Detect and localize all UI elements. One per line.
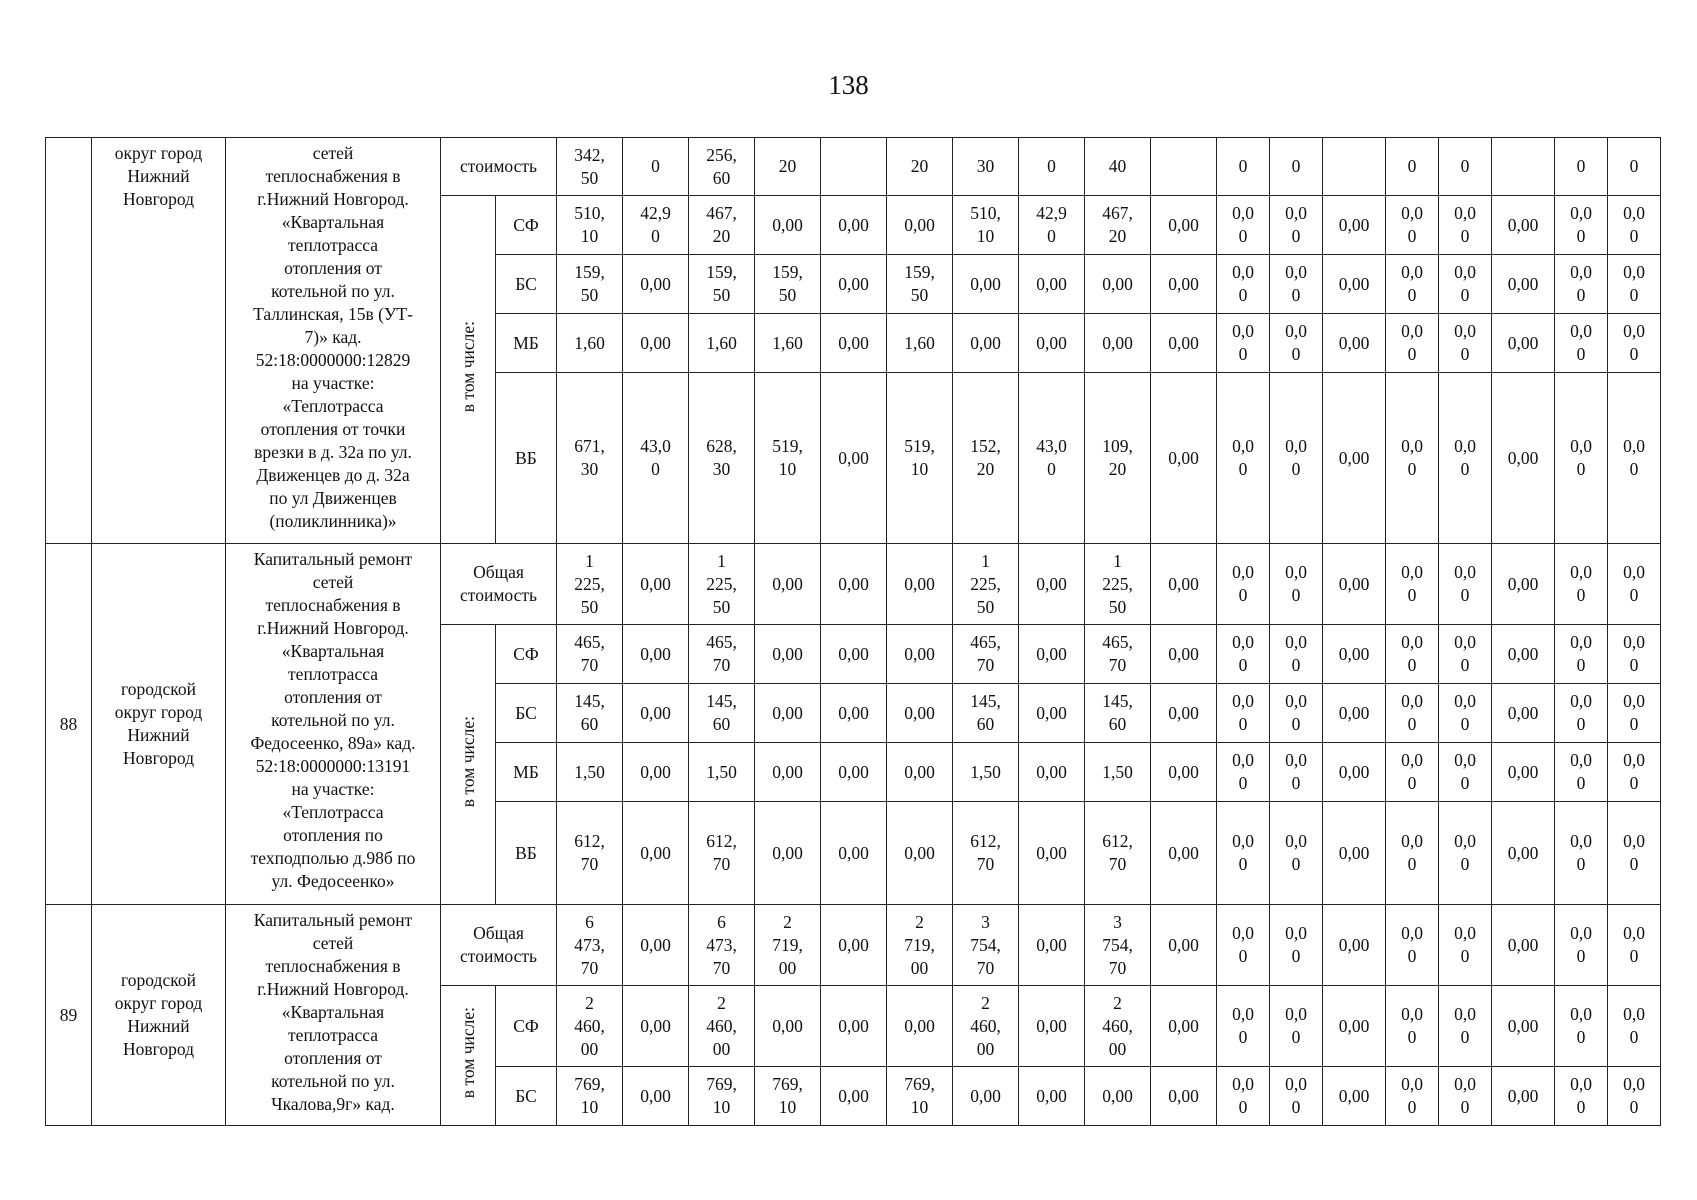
value-cell: 0,0 0 bbox=[1217, 986, 1270, 1067]
page-number: 138 bbox=[828, 70, 869, 100]
value-cell: 467, 20 bbox=[689, 196, 755, 255]
value-cell: 0,0 0 bbox=[1386, 255, 1439, 314]
value-cell: 1,50 bbox=[953, 743, 1019, 802]
value-cell: 0,0 0 bbox=[1386, 986, 1439, 1067]
value-cell: 0,00 bbox=[1019, 905, 1085, 986]
value-cell: 0 bbox=[1555, 138, 1608, 196]
value-cell: 628, 30 bbox=[689, 373, 755, 544]
value-cell: 519, 10 bbox=[887, 373, 953, 544]
value-cell: 0,0 0 bbox=[1270, 544, 1323, 625]
value-cell: 0,00 bbox=[1323, 314, 1386, 373]
value-cell: 0,0 0 bbox=[1217, 625, 1270, 684]
value-cell: 465, 70 bbox=[953, 625, 1019, 684]
value-cell: 1,60 bbox=[557, 314, 623, 373]
value-cell: 0,00 bbox=[887, 196, 953, 255]
value-cell: 0,0 0 bbox=[1555, 255, 1608, 314]
value-cell: 0,0 0 bbox=[1270, 255, 1323, 314]
funding-source-label: БС bbox=[496, 684, 557, 743]
value-cell: 0,0 0 bbox=[1439, 373, 1492, 544]
value-cell: 6 473, 70 bbox=[557, 905, 623, 986]
value-cell bbox=[821, 138, 887, 196]
value-cell: 0,00 bbox=[1019, 544, 1085, 625]
funding-source-label: БС bbox=[496, 255, 557, 314]
value-cell: 0,00 bbox=[821, 255, 887, 314]
value-cell: 0,00 bbox=[623, 905, 689, 986]
including-text: в том числе: bbox=[457, 320, 478, 413]
value-cell: 0,00 bbox=[887, 625, 953, 684]
value-cell: 1,50 bbox=[557, 743, 623, 802]
value-cell: 0,0 0 bbox=[1555, 743, 1608, 802]
value-cell: 0,0 0 bbox=[1608, 743, 1661, 802]
table-row bbox=[46, 905, 1661, 986]
value-cell: 0,00 bbox=[1492, 986, 1555, 1067]
value-cell: 510, 10 bbox=[953, 196, 1019, 255]
value-cell: 159, 50 bbox=[887, 255, 953, 314]
value-cell: 0 bbox=[623, 138, 689, 196]
value-cell: 1,50 bbox=[689, 743, 755, 802]
value-cell: 0,0 0 bbox=[1439, 986, 1492, 1067]
value-cell: 0,0 0 bbox=[1386, 905, 1439, 986]
value-cell: 0,00 bbox=[821, 684, 887, 743]
value-cell: 0,00 bbox=[1151, 625, 1217, 684]
value-cell: 0,0 0 bbox=[1608, 905, 1661, 986]
value-cell: 0,00 bbox=[1019, 1067, 1085, 1126]
value-cell: 0,00 bbox=[821, 986, 887, 1067]
value-cell: 0,00 bbox=[1492, 373, 1555, 544]
value-cell: 43,0 0 bbox=[1019, 373, 1085, 544]
value-cell: 0,0 0 bbox=[1386, 743, 1439, 802]
value-cell: 0,00 bbox=[821, 743, 887, 802]
cost-label: стоимость bbox=[441, 138, 557, 196]
value-cell: 0,00 bbox=[953, 314, 1019, 373]
value-cell: 0,00 bbox=[1323, 1067, 1386, 1126]
value-cell: 0,00 bbox=[821, 314, 887, 373]
value-cell: 0,0 0 bbox=[1217, 255, 1270, 314]
value-cell: 0,0 0 bbox=[1608, 314, 1661, 373]
value-cell: 0,0 0 bbox=[1608, 986, 1661, 1067]
value-cell: 0,0 0 bbox=[1270, 743, 1323, 802]
value-cell: 0,00 bbox=[887, 986, 953, 1067]
funding-source-label: БС bbox=[496, 1067, 557, 1126]
value-cell: 2 460, 00 bbox=[953, 986, 1019, 1067]
value-cell: 0,0 0 bbox=[1439, 743, 1492, 802]
value-cell: 1,60 bbox=[887, 314, 953, 373]
value-cell: 769, 10 bbox=[689, 1067, 755, 1126]
value-cell: 0 bbox=[1386, 138, 1439, 196]
row-number: 88 bbox=[46, 544, 92, 905]
value-cell: 0,00 bbox=[1323, 743, 1386, 802]
funding-source-label: СФ bbox=[496, 196, 557, 255]
value-cell: 0,00 bbox=[755, 743, 821, 802]
value-cell: 0,00 bbox=[1151, 684, 1217, 743]
value-cell: 0,00 bbox=[821, 905, 887, 986]
value-cell: 2 460, 00 bbox=[689, 986, 755, 1067]
value-cell: 0,00 bbox=[623, 625, 689, 684]
value-cell: 0,0 0 bbox=[1217, 802, 1270, 905]
value-cell: 0,0 0 bbox=[1439, 544, 1492, 625]
value-cell: 0,00 bbox=[1492, 255, 1555, 314]
value-cell: 145, 60 bbox=[1085, 684, 1151, 743]
value-cell: 0,00 bbox=[1323, 684, 1386, 743]
value-cell: 0,00 bbox=[755, 986, 821, 1067]
value-cell: 0,0 0 bbox=[1608, 373, 1661, 544]
value-cell: 0,00 bbox=[1019, 314, 1085, 373]
value-cell: 465, 70 bbox=[689, 625, 755, 684]
including-label bbox=[441, 625, 496, 905]
value-cell: 0,00 bbox=[887, 802, 953, 905]
value-cell: 1 225, 50 bbox=[689, 544, 755, 625]
value-cell: 1,50 bbox=[1085, 743, 1151, 802]
value-cell: 0,0 0 bbox=[1439, 196, 1492, 255]
value-cell: 0,0 0 bbox=[1386, 1067, 1439, 1126]
value-cell: 342, 50 bbox=[557, 138, 623, 196]
value-cell: 0,0 0 bbox=[1270, 905, 1323, 986]
value-cell: 0,00 bbox=[1492, 802, 1555, 905]
value-cell: 2 719, 00 bbox=[755, 905, 821, 986]
value-cell: 0,0 0 bbox=[1608, 625, 1661, 684]
value-cell: 3 754, 70 bbox=[953, 905, 1019, 986]
funding-source-label: ВБ bbox=[496, 373, 557, 544]
value-cell: 465, 70 bbox=[1085, 625, 1151, 684]
value-cell: 0,0 0 bbox=[1439, 1067, 1492, 1126]
cost-label: Общая стоимость bbox=[441, 544, 557, 625]
value-cell: 0,00 bbox=[1019, 743, 1085, 802]
value-cell: 0,00 bbox=[1323, 373, 1386, 544]
funding-source-label: СФ bbox=[496, 986, 557, 1067]
value-cell: 0,0 0 bbox=[1386, 373, 1439, 544]
including-label bbox=[441, 986, 496, 1126]
value-cell: 0,0 0 bbox=[1555, 1067, 1608, 1126]
value-cell: 0,00 bbox=[1085, 1067, 1151, 1126]
value-cell: 0,00 bbox=[623, 1067, 689, 1126]
value-cell: 0,00 bbox=[953, 1067, 1019, 1126]
municipality-cell: округ город Нижний Новгород bbox=[92, 138, 226, 544]
value-cell: 0,0 0 bbox=[1608, 196, 1661, 255]
value-cell: 769, 10 bbox=[755, 1067, 821, 1126]
value-cell: 0,00 bbox=[1492, 905, 1555, 986]
value-cell: 0,00 bbox=[623, 314, 689, 373]
value-cell: 159, 50 bbox=[557, 255, 623, 314]
value-cell: 145, 60 bbox=[689, 684, 755, 743]
value-cell: 769, 10 bbox=[887, 1067, 953, 1126]
row-number bbox=[46, 138, 92, 544]
value-cell: 0,00 bbox=[1151, 255, 1217, 314]
value-cell: 0,00 bbox=[821, 802, 887, 905]
value-cell: 0,00 bbox=[623, 684, 689, 743]
value-cell: 0,00 bbox=[1323, 986, 1386, 1067]
value-cell: 0 bbox=[1439, 138, 1492, 196]
value-cell: 0,00 bbox=[1323, 196, 1386, 255]
value-cell: 0,00 bbox=[755, 802, 821, 905]
value-cell: 0 bbox=[1019, 138, 1085, 196]
value-cell: 0,0 0 bbox=[1217, 905, 1270, 986]
value-cell: 0,00 bbox=[1492, 544, 1555, 625]
value-cell bbox=[1151, 138, 1217, 196]
value-cell: 0,0 0 bbox=[1555, 625, 1608, 684]
value-cell: 20 bbox=[887, 138, 953, 196]
value-cell: 0,00 bbox=[623, 802, 689, 905]
value-cell: 0,0 0 bbox=[1386, 196, 1439, 255]
value-cell: 0,0 0 bbox=[1270, 196, 1323, 255]
value-cell: 0,0 0 bbox=[1217, 743, 1270, 802]
value-cell: 0,00 bbox=[1492, 1067, 1555, 1126]
value-cell: 0,00 bbox=[1492, 196, 1555, 255]
including-label bbox=[441, 196, 496, 544]
value-cell: 0,00 bbox=[1151, 905, 1217, 986]
value-cell: 0,00 bbox=[1085, 255, 1151, 314]
budget-table bbox=[45, 137, 1661, 1126]
value-cell: 0,00 bbox=[623, 544, 689, 625]
value-cell: 0,00 bbox=[887, 544, 953, 625]
value-cell: 0,00 bbox=[821, 1067, 887, 1126]
value-cell: 0,0 0 bbox=[1555, 802, 1608, 905]
value-cell: 0,00 bbox=[1492, 625, 1555, 684]
value-cell: 0,0 0 bbox=[1555, 196, 1608, 255]
value-cell: 0,0 0 bbox=[1270, 986, 1323, 1067]
value-cell: 0,0 0 bbox=[1270, 684, 1323, 743]
value-cell: 0 bbox=[1217, 138, 1270, 196]
value-cell: 0,0 0 bbox=[1555, 905, 1608, 986]
value-cell: 0,00 bbox=[1323, 905, 1386, 986]
value-cell: 40 bbox=[1085, 138, 1151, 196]
value-cell: 2 719, 00 bbox=[887, 905, 953, 986]
project-description: сетей теплоснабжения в г.Нижний Новгород. «Квартальная теплотрасса отопления от котельной по ул. Таллинская, 15в (УТ- 7)» кад. 52:18:0000000:12829 на участке: «Теплотрасса отопления от точки врезки в д. 32а по ул. Движенцев до д. 32а по ул Движенцев (поликлинника)» bbox=[226, 138, 441, 544]
value-cell: 0,00 bbox=[1151, 743, 1217, 802]
municipality-cell: городской округ город Нижний Новгород bbox=[92, 544, 226, 905]
municipality-cell: городской округ город Нижний Новгород bbox=[92, 905, 226, 1126]
value-cell: 0,00 bbox=[821, 544, 887, 625]
value-cell: 0,0 0 bbox=[1386, 544, 1439, 625]
value-cell: 0,0 0 bbox=[1439, 802, 1492, 905]
value-cell: 0,00 bbox=[623, 743, 689, 802]
value-cell: 42,9 0 bbox=[623, 196, 689, 255]
value-cell: 2 460, 00 bbox=[1085, 986, 1151, 1067]
funding-source-label: СФ bbox=[496, 625, 557, 684]
table-row bbox=[46, 138, 1661, 196]
value-cell: 519, 10 bbox=[755, 373, 821, 544]
value-cell: 0,00 bbox=[1151, 1067, 1217, 1126]
value-cell: 0,0 0 bbox=[1386, 802, 1439, 905]
including-text: в том числе: bbox=[457, 1006, 478, 1099]
value-cell: 1 225, 50 bbox=[557, 544, 623, 625]
including-text: в том числе: bbox=[457, 715, 478, 808]
value-cell: 0,00 bbox=[1151, 373, 1217, 544]
value-cell: 0,0 0 bbox=[1439, 905, 1492, 986]
value-cell: 0,0 0 bbox=[1555, 314, 1608, 373]
value-cell: 0,00 bbox=[623, 986, 689, 1067]
value-cell: 159, 50 bbox=[689, 255, 755, 314]
value-cell: 256, 60 bbox=[689, 138, 755, 196]
value-cell: 1,60 bbox=[755, 314, 821, 373]
value-cell: 0,00 bbox=[821, 373, 887, 544]
value-cell: 0,0 0 bbox=[1217, 196, 1270, 255]
value-cell: 0,0 0 bbox=[1270, 625, 1323, 684]
cost-label: Общая стоимость bbox=[441, 905, 557, 986]
value-cell: 0,0 0 bbox=[1608, 1067, 1661, 1126]
value-cell: 0,00 bbox=[1151, 986, 1217, 1067]
project-description: Капитальный ремонт сетей теплоснабжения в г.Нижний Новгород. «Квартальная теплотрасса отопления от котельной по ул. Чкалова,9г» кад. bbox=[226, 905, 441, 1126]
value-cell: 159, 50 bbox=[755, 255, 821, 314]
value-cell: 0,0 0 bbox=[1439, 255, 1492, 314]
value-cell: 0,00 bbox=[1019, 625, 1085, 684]
value-cell: 0,0 0 bbox=[1386, 684, 1439, 743]
row-number: 89 bbox=[46, 905, 92, 1126]
value-cell: 145, 60 bbox=[557, 684, 623, 743]
value-cell: 0,0 0 bbox=[1217, 314, 1270, 373]
value-cell: 0,00 bbox=[755, 625, 821, 684]
value-cell: 30 bbox=[953, 138, 1019, 196]
value-cell: 0,00 bbox=[953, 255, 1019, 314]
value-cell: 3 754, 70 bbox=[1085, 905, 1151, 986]
value-cell: 145, 60 bbox=[953, 684, 1019, 743]
value-cell: 769, 10 bbox=[557, 1067, 623, 1126]
value-cell: 0,0 0 bbox=[1555, 544, 1608, 625]
value-cell: 0,0 0 bbox=[1217, 1067, 1270, 1126]
value-cell: 612, 70 bbox=[1085, 802, 1151, 905]
value-cell: 612, 70 bbox=[953, 802, 1019, 905]
value-cell: 612, 70 bbox=[689, 802, 755, 905]
value-cell: 20 bbox=[755, 138, 821, 196]
value-cell: 0,0 0 bbox=[1217, 544, 1270, 625]
value-cell: 1 225, 50 bbox=[953, 544, 1019, 625]
value-cell: 0,00 bbox=[1323, 544, 1386, 625]
value-cell: 0,0 0 bbox=[1270, 373, 1323, 544]
value-cell: 465, 70 bbox=[557, 625, 623, 684]
value-cell: 0,0 0 bbox=[1439, 625, 1492, 684]
funding-source-label: ВБ bbox=[496, 802, 557, 905]
value-cell: 42,9 0 bbox=[1019, 196, 1085, 255]
value-cell: 0,0 0 bbox=[1386, 314, 1439, 373]
funding-source-label: МБ bbox=[496, 743, 557, 802]
value-cell: 0,00 bbox=[821, 196, 887, 255]
value-cell: 0,0 0 bbox=[1439, 684, 1492, 743]
value-cell bbox=[1492, 138, 1555, 196]
value-cell: 0,00 bbox=[623, 255, 689, 314]
value-cell: 0,00 bbox=[1085, 314, 1151, 373]
value-cell: 0,0 0 bbox=[1217, 373, 1270, 544]
value-cell: 0 bbox=[1608, 138, 1661, 196]
value-cell: 0,0 0 bbox=[1608, 255, 1661, 314]
value-cell: 612, 70 bbox=[557, 802, 623, 905]
funding-source-label: МБ bbox=[496, 314, 557, 373]
value-cell: 0,00 bbox=[1019, 802, 1085, 905]
value-cell: 0,00 bbox=[1019, 684, 1085, 743]
value-cell: 0,00 bbox=[1492, 743, 1555, 802]
value-cell: 0,0 0 bbox=[1270, 1067, 1323, 1126]
value-cell: 0,0 0 bbox=[1270, 802, 1323, 905]
value-cell: 671, 30 bbox=[557, 373, 623, 544]
value-cell: 0,0 0 bbox=[1439, 314, 1492, 373]
value-cell: 0,00 bbox=[821, 625, 887, 684]
value-cell: 0,0 0 bbox=[1555, 684, 1608, 743]
value-cell: 1 225, 50 bbox=[1085, 544, 1151, 625]
value-cell: 0,00 bbox=[1151, 314, 1217, 373]
value-cell: 0,0 0 bbox=[1217, 684, 1270, 743]
value-cell: 510, 10 bbox=[557, 196, 623, 255]
value-cell: 0,0 0 bbox=[1608, 802, 1661, 905]
value-cell: 0,0 0 bbox=[1608, 544, 1661, 625]
value-cell: 43,0 0 bbox=[623, 373, 689, 544]
value-cell: 0,0 0 bbox=[1555, 986, 1608, 1067]
value-cell: 0,00 bbox=[887, 743, 953, 802]
value-cell: 0,00 bbox=[1323, 625, 1386, 684]
value-cell: 0,0 0 bbox=[1386, 625, 1439, 684]
value-cell: 0,00 bbox=[755, 196, 821, 255]
value-cell: 2 460, 00 bbox=[557, 986, 623, 1067]
value-cell: 0,00 bbox=[1323, 802, 1386, 905]
value-cell: 0,00 bbox=[1323, 255, 1386, 314]
value-cell: 152, 20 bbox=[953, 373, 1019, 544]
value-cell: 0,0 0 bbox=[1270, 314, 1323, 373]
value-cell: 0,00 bbox=[887, 684, 953, 743]
value-cell bbox=[1323, 138, 1386, 196]
value-cell: 6 473, 70 bbox=[689, 905, 755, 986]
value-cell: 0,00 bbox=[1151, 544, 1217, 625]
value-cell: 0,00 bbox=[1151, 196, 1217, 255]
value-cell: 0 bbox=[1270, 138, 1323, 196]
value-cell: 0,00 bbox=[1019, 255, 1085, 314]
value-cell: 467, 20 bbox=[1085, 196, 1151, 255]
value-cell: 0,00 bbox=[755, 544, 821, 625]
value-cell: 0,00 bbox=[1492, 684, 1555, 743]
value-cell: 1,60 bbox=[689, 314, 755, 373]
value-cell: 0,00 bbox=[1019, 986, 1085, 1067]
value-cell: 0,00 bbox=[1492, 314, 1555, 373]
table-row bbox=[46, 544, 1661, 625]
value-cell: 0,00 bbox=[1151, 802, 1217, 905]
value-cell: 0,0 0 bbox=[1608, 684, 1661, 743]
value-cell: 109, 20 bbox=[1085, 373, 1151, 544]
value-cell: 0,00 bbox=[755, 684, 821, 743]
value-cell: 0,0 0 bbox=[1555, 373, 1608, 544]
project-description: Капитальный ремонт сетей теплоснабжения в г.Нижний Новгород. «Квартальная теплотрасса отопления от котельной по ул. Федосеенко, 89а» кад. 52:18:0000000:13191 на участке: «Теплотрасса отопления по техподполью д.98б по ул. Федосеенко» bbox=[226, 544, 441, 905]
